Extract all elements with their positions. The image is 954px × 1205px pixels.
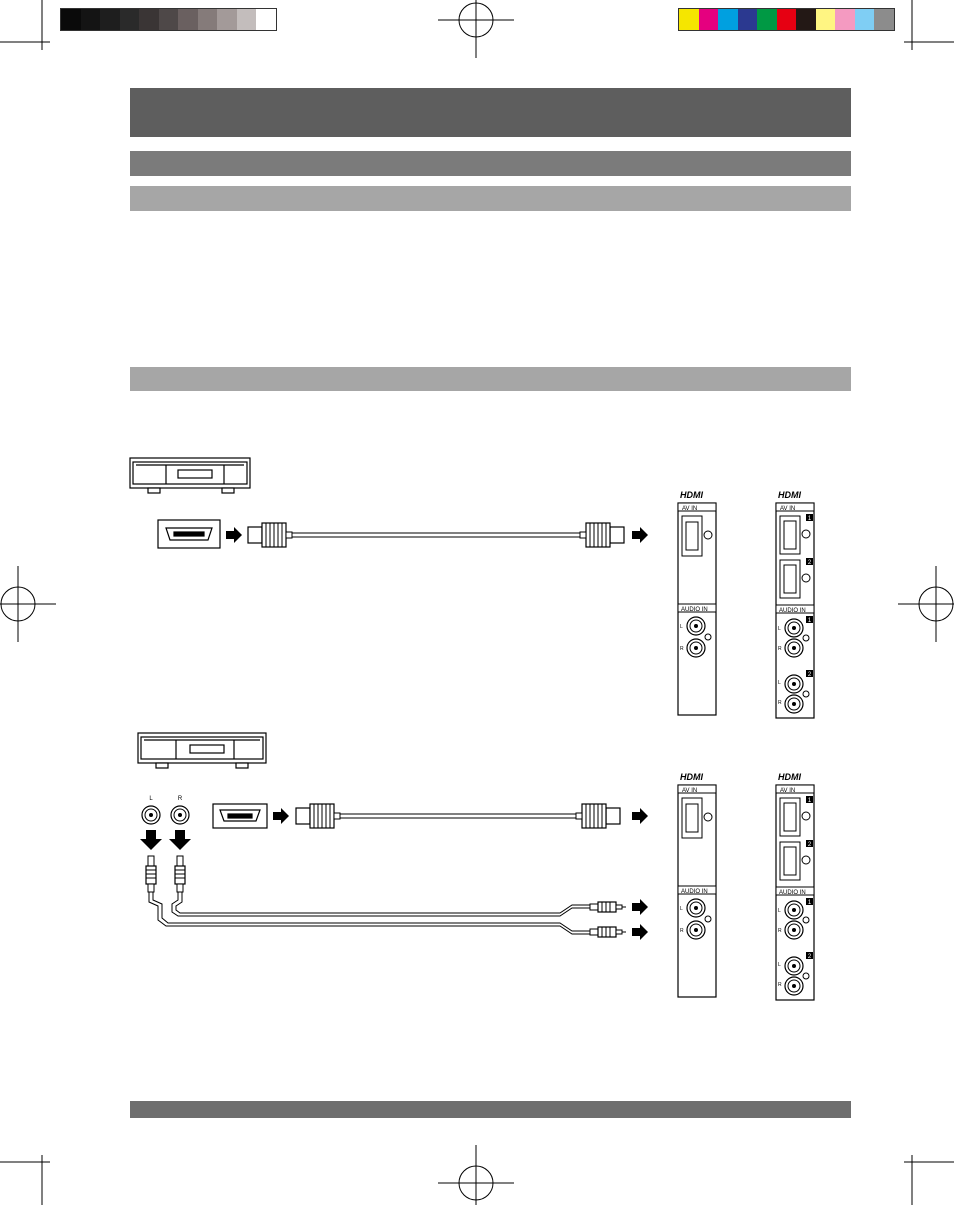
right-channel-label: R [778, 646, 782, 652]
tv-panel-dual-lower [776, 772, 814, 1000]
audio-in-label: AUDIO IN [779, 890, 806, 896]
source-device-1 [130, 458, 250, 493]
hdmi-out-port-1 [158, 520, 220, 548]
left-channel-label: L [778, 626, 781, 632]
hdmi-cable-1 [248, 523, 624, 547]
right-channel-label: R [680, 646, 684, 652]
hdmi-out-port-2 [213, 804, 267, 828]
hdmi-logo: HDMI [680, 772, 703, 782]
right-channel-label: R [778, 928, 782, 934]
registration-mark-bottom [438, 1145, 514, 1205]
registration-mark-right [898, 566, 954, 642]
registration-mark-left [0, 566, 56, 642]
right-channel-label: R [778, 700, 782, 706]
hdmi-logo: HDMI [778, 772, 801, 782]
arrow-icon [632, 899, 648, 915]
hdmi-logo: HDMI [680, 490, 703, 500]
arrow-icon [273, 808, 289, 824]
source-device-2 [138, 733, 266, 768]
arrow-down-icon [140, 830, 162, 850]
tv-panel-single-upper [678, 490, 716, 715]
arrow-icon [226, 527, 242, 543]
audio-port-1-label: 1 [807, 618, 812, 624]
rca-audio-cable [146, 856, 626, 937]
av-in-label: AV IN [682, 506, 698, 512]
arrow-icon [632, 808, 648, 824]
av-in-label: AV IN [780, 506, 796, 512]
registration-mark-top [438, 0, 514, 58]
right-channel-label: R [177, 796, 183, 802]
audio-port-2-label: 2 [807, 954, 812, 960]
left-channel-label: L [778, 908, 781, 914]
tv-panel-dual-upper [776, 490, 814, 718]
port-1-label: 1 [807, 516, 812, 522]
hdmi-logo: HDMI [778, 490, 801, 500]
arrow-down-icon [169, 830, 191, 850]
hdmi-cable-2 [296, 804, 620, 828]
left-channel-label: L [149, 796, 153, 802]
arrow-icon [632, 527, 648, 543]
port-2-label: 2 [807, 842, 812, 848]
audio-in-label: AUDIO IN [681, 607, 708, 613]
left-channel-label: L [778, 680, 781, 686]
audio-port-1-label: 1 [807, 900, 812, 906]
left-channel-label: L [680, 906, 683, 912]
audio-in-label: AUDIO IN [681, 889, 708, 895]
right-channel-label: R [778, 982, 782, 988]
audio-port-2-label: 2 [807, 672, 812, 678]
right-channel-label: R [680, 928, 684, 934]
audio-out-sockets [142, 796, 189, 824]
left-channel-label: L [680, 624, 683, 630]
port-2-label: 2 [807, 560, 812, 566]
av-in-label: AV IN [780, 788, 796, 794]
audio-in-label: AUDIO IN [779, 608, 806, 614]
arrow-icon [632, 924, 648, 940]
port-1-label: 1 [807, 798, 812, 804]
av-in-label: AV IN [682, 788, 698, 794]
tv-panel-single-lower [678, 772, 716, 997]
left-channel-label: L [778, 962, 781, 968]
